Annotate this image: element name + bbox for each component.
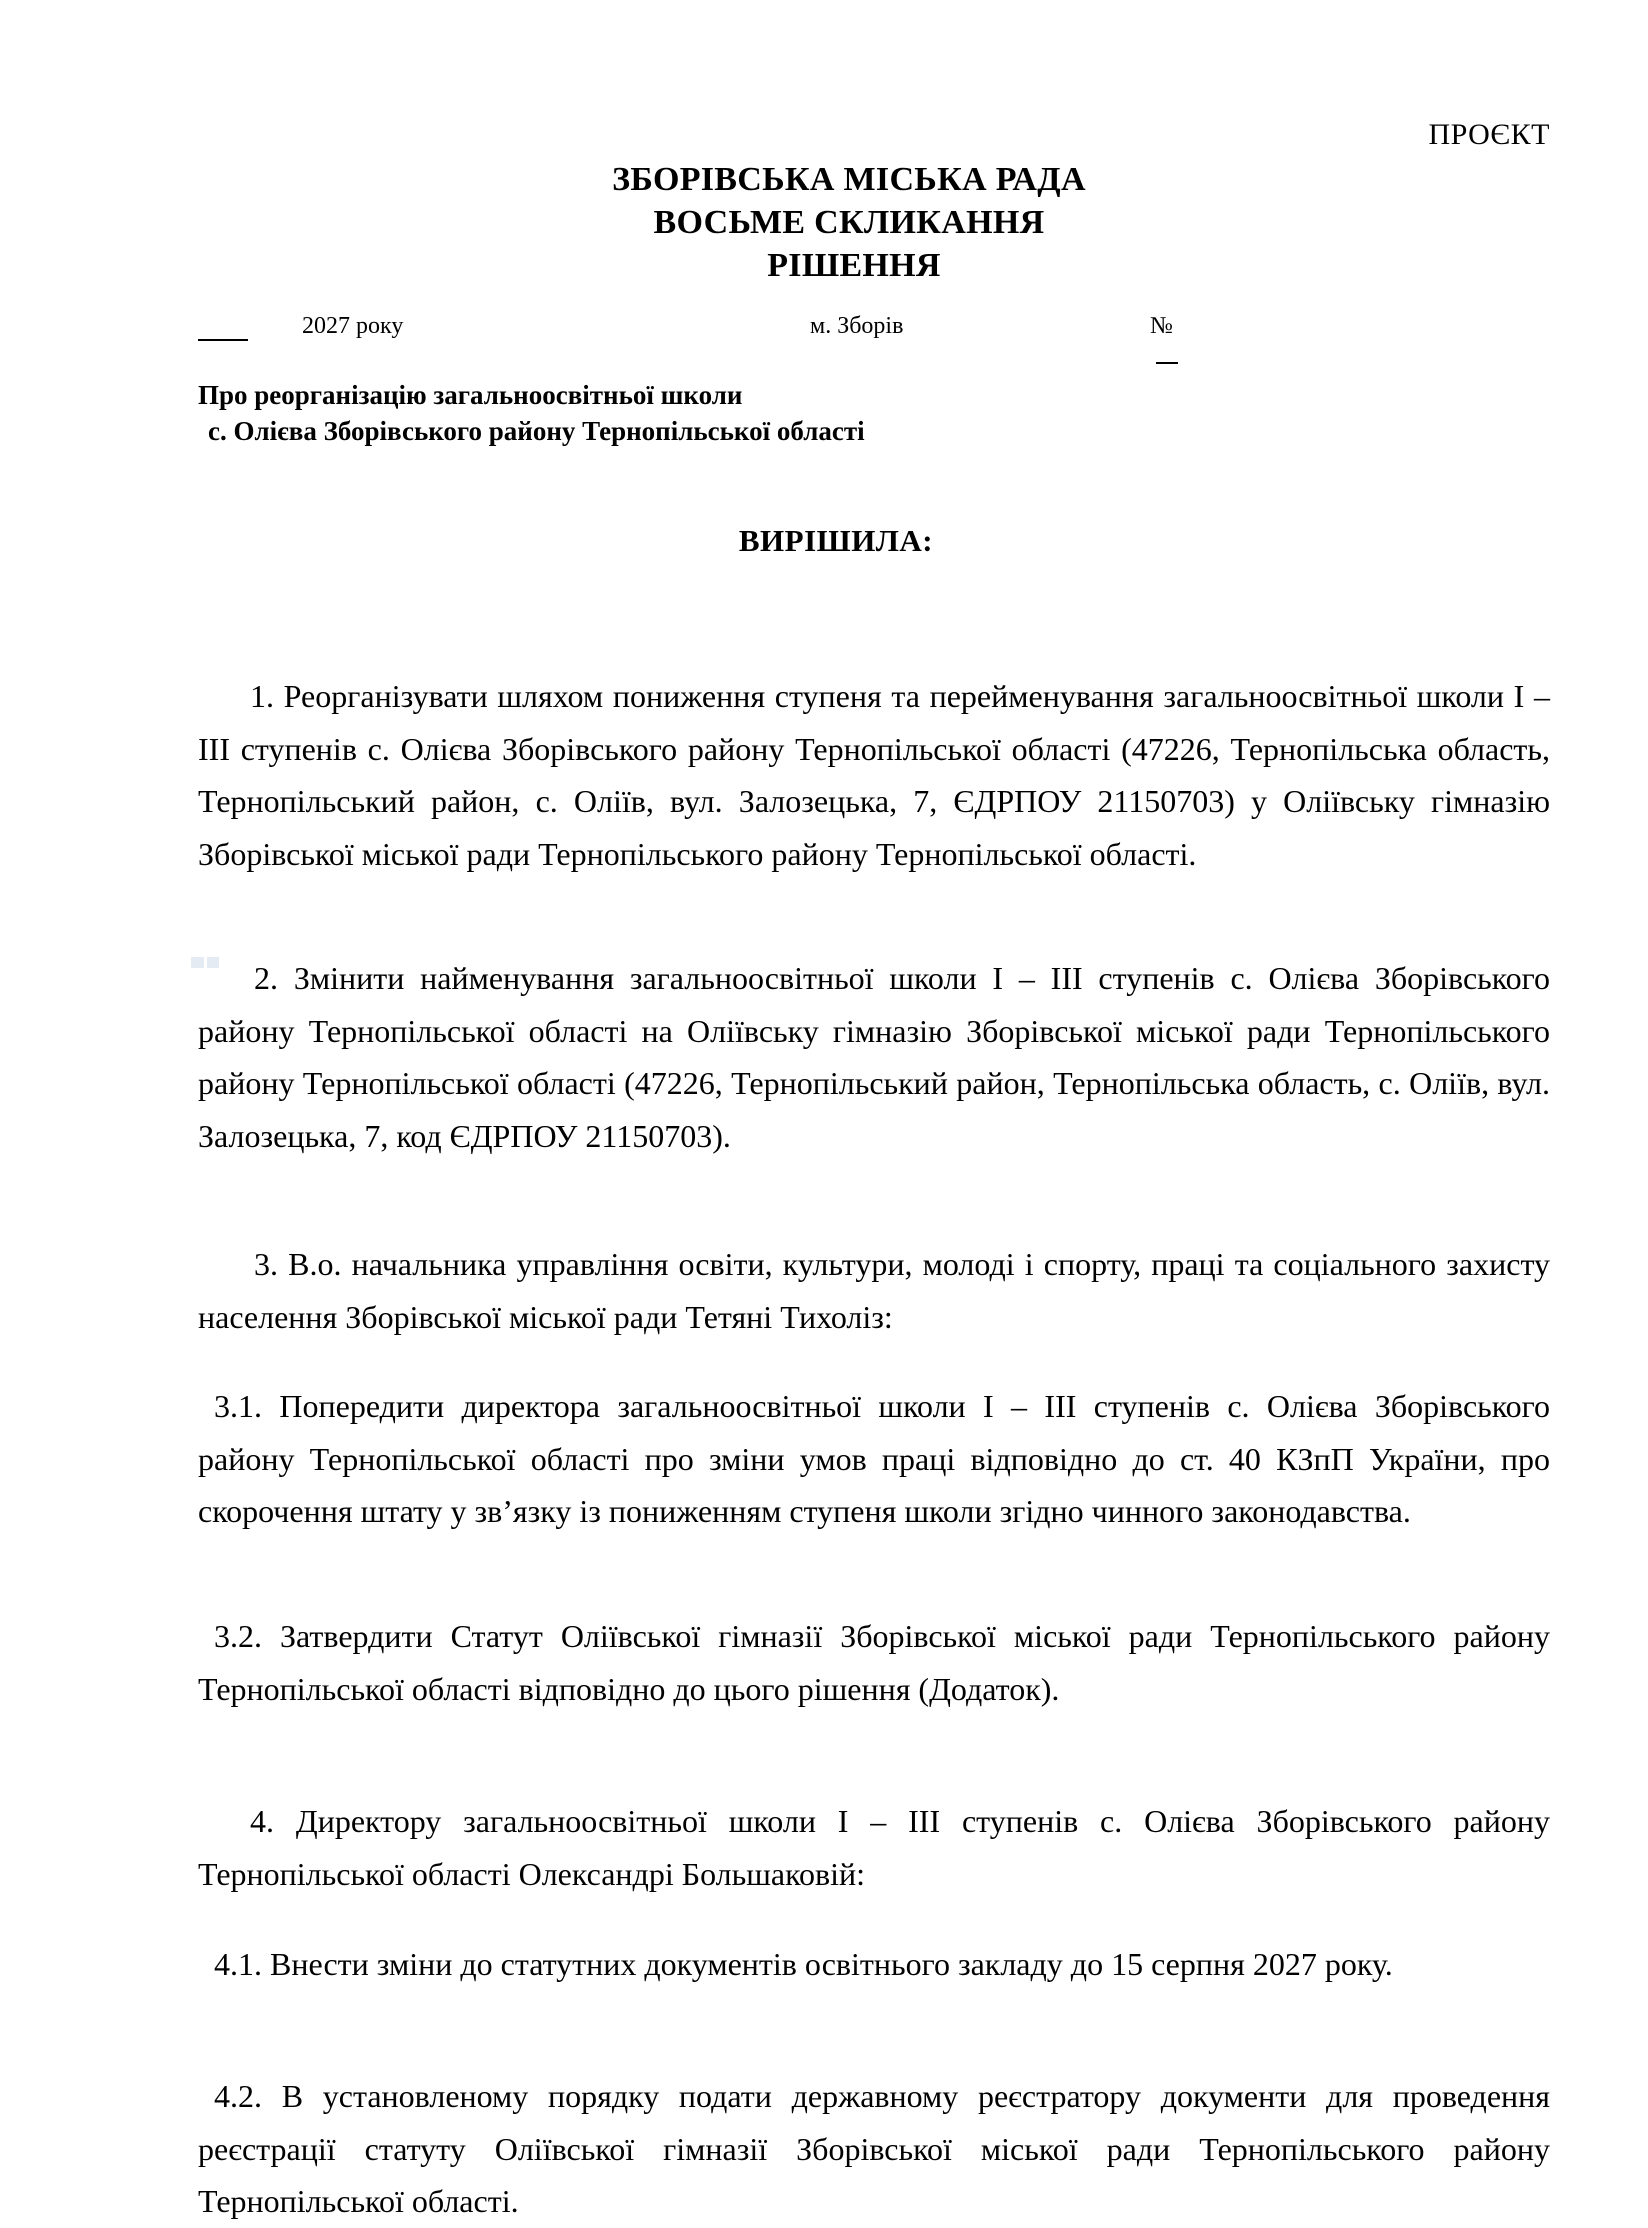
decision-year: 2027 року: [302, 313, 404, 339]
council-name: ЗБОРІВСЬКА МІСЬКА РАДА: [612, 161, 1086, 198]
paragraph-text: Змінити найменування загальноосвітньої школи I – III ступенів с. Олієва Зборівського району Тернопільської області на Оліївську гімназію Зборівської міської ради Тернопільського району Тернопільської області (47226, Тернопільський район, Тернопільська область, с. Оліїв, вул. Залозецька, 7, код ЄДРПОУ 21150703).: [198, 960, 1551, 1154]
subject-line-1: Про реорганізацію загальноосвітньої школи: [198, 380, 743, 410]
document-header: [0, 158, 1648, 287]
paragraph-number: 3.2.: [214, 1618, 262, 1654]
paragraph-number: 4.1.: [214, 1946, 262, 1982]
project-label: ПРОЄКТ: [1428, 118, 1550, 151]
paragraph-text: Реорганізувати шляхом пониження ступеня та перейменування загальноосвітньої школи I – III ступенів с. Олієва Зборівського району Тернопільської області (47226, Тернопільська область, Тернопільський район, с. Оліїв, вул. Залозецька, 7, ЄДРПОУ 21150703) у Оліївську гімназію Зборівської міської ради Тернопільського району Тернопільської області.: [198, 678, 1550, 872]
paragraph-number: 1.: [250, 678, 274, 714]
paragraph-1: [198, 670, 1550, 880]
paragraph-3-1: [198, 1380, 1550, 1538]
subject-line-2: с. Олієва Зборівського району Тернопільської області: [208, 416, 865, 446]
decided-heading: ВИРІШИЛА:: [738, 523, 934, 558]
paragraph-number: 3.: [254, 1246, 278, 1282]
paragraph-4-2: [198, 2070, 1550, 2228]
paragraph-number: 2.: [254, 960, 278, 996]
paragraph-number: 3.1.: [214, 1388, 262, 1424]
date-blank: [198, 313, 248, 341]
decision-title: РІШЕННЯ: [767, 247, 941, 284]
paragraph-number: 4.2.: [214, 2078, 262, 2114]
number-label: №: [1150, 313, 1173, 339]
paragraph-text: Затвердити Статут Оліївської гімназії Зборівської міської ради Тернопільського району Тернопільської області відповідно до цього рішення (Додаток).: [198, 1618, 1551, 1707]
paragraph-3: [198, 1238, 1550, 1343]
decision-meta: [198, 313, 1198, 349]
paragraph-text: Директору загальноосвітньої школи I – III ступенів с. Олієва Зборівського району Тернопільської області Олександрі Большаковій:: [198, 1803, 1551, 1892]
paragraph-4-1: [198, 1938, 1550, 1991]
paragraph-text: Попередити директора загальноосвітньої школи I – III ступенів с. Олієва Зборівського району Тернопільської області про зміни умов праці відповідно до ст. 40 КЗпП України, про скорочення штату у зв’язку із пониженням ступеня школи згідно чинного законодавства.: [198, 1388, 1551, 1529]
decision-subject: [198, 377, 865, 449]
paragraph-3-2: [198, 1610, 1550, 1715]
paragraph-4: [198, 1795, 1550, 1900]
paragraph-number: 4.: [250, 1803, 274, 1839]
decision-city: м. Зборів: [810, 313, 904, 339]
decision-number: [1150, 313, 1198, 371]
number-blank: [1156, 340, 1178, 364]
paragraph-text: В.о. начальника управління освіти, культури, молоді і спорту, праці та соціального захисту населення Зборівської міської ради Тетяні Тихоліз:: [198, 1246, 1551, 1335]
paragraph-2: [198, 952, 1550, 1162]
paragraph-text: В установленому порядку подати державному реєстратору документи для проведення реєстрації статуту Оліївської гімназії Зборівської міської ради Тернопільського району Тернопільської області.: [198, 2078, 1551, 2219]
paragraph-text: Внести зміни до статутних документів освітнього закладу до 15 серпня 2027 року.: [270, 1946, 1393, 1982]
convocation: ВОСЬМЕ СКЛИКАННЯ: [653, 204, 1045, 241]
